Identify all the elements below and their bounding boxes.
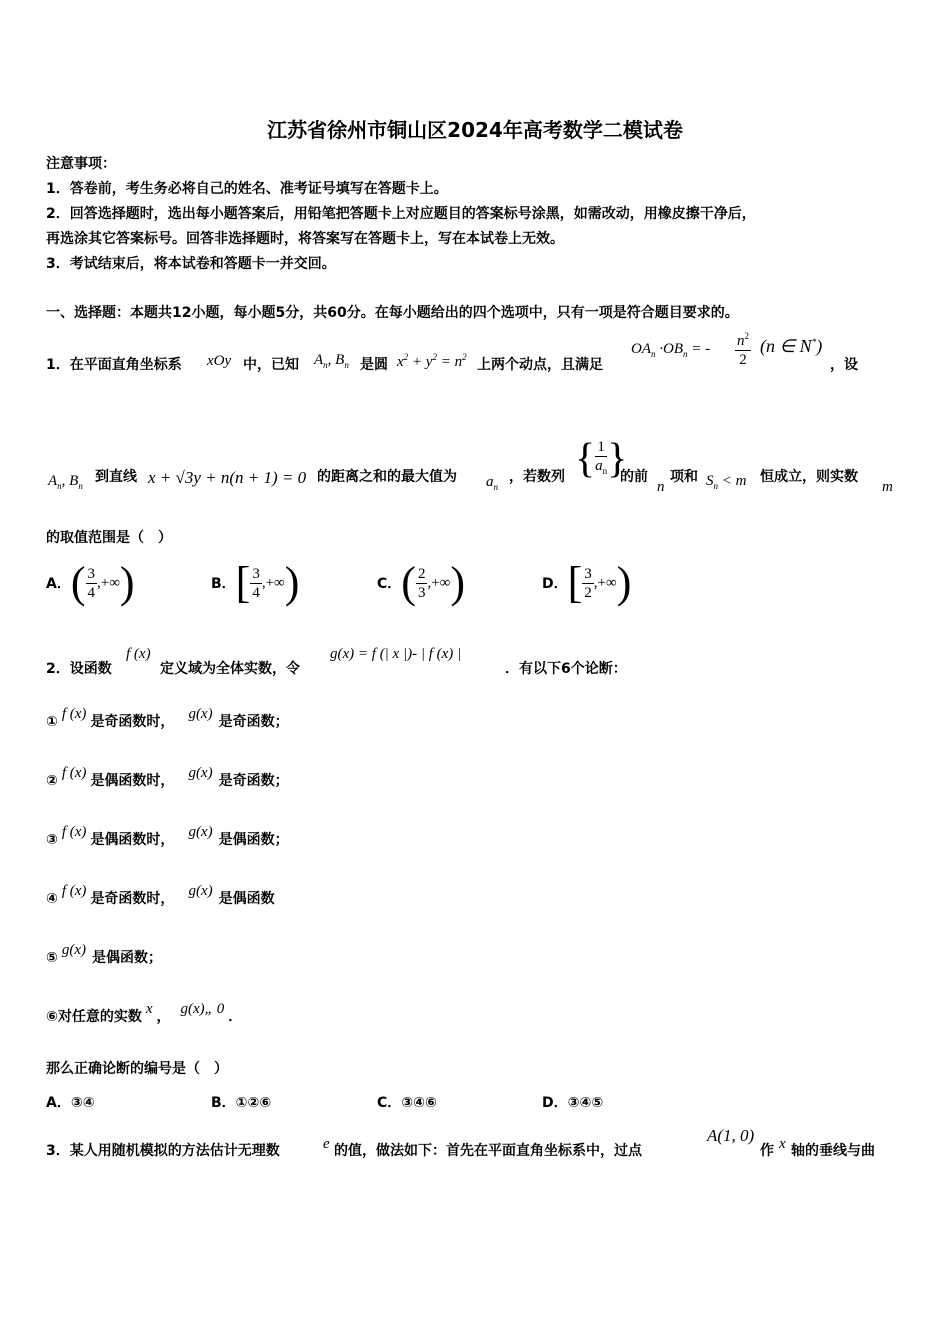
q1-coord: xOy <box>207 353 232 369</box>
q1-text-7: 的距离之和的最大值为 <box>317 469 457 485</box>
q2-gx-def: g(x) = f (| x |)- | f (x) | <box>330 646 462 662</box>
option-label: A． <box>46 576 71 592</box>
q2-option-b[interactable]: B．①②⑥ <box>211 1095 272 1111</box>
q1-text-2: 中，已知 <box>243 357 299 373</box>
q1-sn-ineq: $S_n < m$ <box>706 473 747 491</box>
q3-text-4: 轴的垂线与曲 <box>791 1143 875 1159</box>
option-tail: ,+∞ <box>97 574 120 591</box>
q3-e: e <box>323 1136 330 1152</box>
q3-point: A(1, 0) <box>707 1126 755 1145</box>
right-paren: ) <box>119 558 135 607</box>
option-label: C． <box>377 576 402 592</box>
left-bracket: [ <box>235 558 251 607</box>
q1-points: $A_n$, $B_n$ <box>314 352 349 370</box>
q1-text-6: 到直线 <box>95 469 137 485</box>
q1-text-3: 是圆 <box>360 357 388 373</box>
q2-statement-3: ③ f (x) 是偶函数时， g(x) 是偶函数； <box>46 824 289 848</box>
notice-line-1: 1．答卷前，考生务必将自己的姓名、准考证号填写在答题卡上。 <box>46 181 448 197</box>
option-tail: ,+∞ <box>593 574 617 591</box>
q2-option-c[interactable]: C．③④⑥ <box>377 1095 437 1111</box>
q1-n: n <box>657 479 665 495</box>
option-num: 2 <box>417 565 426 582</box>
q1-option-b[interactable] <box>211 558 300 607</box>
q1-sequence: { $\frac{1}{a_n}$ } <box>575 436 628 482</box>
option-den: 3 <box>417 584 426 601</box>
option-den: 2 <box>584 584 592 601</box>
q2-fx: f (x) <box>126 646 151 662</box>
q1-text-10: 项和 <box>670 469 698 485</box>
q1-circle-eq: $x^2 + y^2 = n^2$ <box>397 352 467 370</box>
left-paren: ( <box>70 558 86 607</box>
section-heading: 一、选择题：本题共12小题，每小题5分，共60分。在每小题给出的四个选项中，只有一项是符合题目要求的。 <box>46 305 739 321</box>
q2-statement-5: ⑤ g(x) 是偶函数； <box>46 942 163 966</box>
q1-option-c[interactable] <box>377 558 465 607</box>
q1-text-1: 1．在平面直角坐标系 <box>46 357 182 373</box>
q1-text-12: 的取值范围是（ ） <box>46 530 172 546</box>
q3-text-1: 3．某人用随机模拟的方法估计无理数 <box>46 1143 280 1159</box>
option-label: D． <box>542 576 568 592</box>
q2-statement-4: ④ f (x) 是奇函数时， g(x) 是偶函数 <box>46 883 275 907</box>
q2-text-1: 2．设函数 <box>46 661 112 677</box>
q3-x: x <box>779 1136 786 1152</box>
q1-an: $a_n$ <box>486 474 498 492</box>
q1-option-d[interactable] <box>542 558 632 607</box>
left-bracket: [ <box>567 558 583 607</box>
option-tail: ,+∞ <box>427 574 451 591</box>
option-num: 3 <box>584 565 592 582</box>
q2-option-d[interactable]: D．③④⑤ <box>542 1095 604 1111</box>
q1-text-8: ，若数列 <box>509 469 565 485</box>
q1-text-4: 上两个动点，且满足 <box>477 357 603 373</box>
q3-text-3: 作 <box>760 1143 774 1159</box>
q1-text-5: ，设 <box>830 357 858 373</box>
q1-domain: (n ∈ N*) <box>760 336 823 356</box>
page-title: 江苏省徐州市铜山区2024年高考数学二模试卷 <box>267 118 683 142</box>
option-label: B． <box>211 576 236 592</box>
q2-statement-1: ① f (x) 是奇函数时， g(x) 是奇函数； <box>46 706 289 730</box>
right-paren: ) <box>450 558 465 607</box>
q1-text-9: 的前 <box>620 469 648 485</box>
option-num: 3 <box>87 565 95 582</box>
q2-statement-2: ② f (x) 是偶函数时， g(x) 是奇函数； <box>46 765 289 789</box>
option-num: 3 <box>252 565 260 582</box>
notice-heading: 注意事项： <box>46 156 116 172</box>
q2-option-a[interactable]: A．③④ <box>46 1095 95 1111</box>
q1-dot-product: $OA_n \cdot OB_n$ = - <box>631 341 711 359</box>
q2-statement-6: ⑥对任意的实数 x ， g(x)„ 0 ． <box>46 1001 243 1025</box>
notice-line-3: 3．考试结束后，将本试卷和答题卡一并交回。 <box>46 256 336 272</box>
right-paren: ) <box>284 558 300 607</box>
q2-text-2: 定义域为全体实数，令 <box>160 661 300 677</box>
q2-text-3: ．有以下6个论断： <box>505 661 627 677</box>
right-paren: ) <box>616 558 632 607</box>
q1-text-11: 恒成立，则实数 <box>760 469 858 485</box>
q1-points-2: $A_n$, $B_n$ <box>48 473 83 491</box>
notice-line-2b: 再选涂其它答案标号。回答非选择题时，将答案写在答题卡上，写在本试卷上无效。 <box>46 231 564 247</box>
q1-fraction: $\frac{n^2}{2}$ <box>735 327 751 369</box>
q1-line-eq: x + √3y + n(n + 1) = 0 <box>148 468 307 487</box>
q2-question: 那么正确论断的编号是（ ） <box>46 1061 228 1077</box>
q3-text-2: 的值，做法如下：首先在平面直角坐标系中，过点 <box>334 1143 642 1159</box>
q1-option-a[interactable] <box>46 558 135 607</box>
option-den: 4 <box>252 584 260 601</box>
option-den: 4 <box>87 584 95 601</box>
left-paren: ( <box>401 558 416 607</box>
notice-line-2a: 2．回答选择题时，选出每小题答案后，用铅笔把答题卡上对应题目的答案标号涂黑，如需改动，用橡皮擦干净后， <box>46 206 756 222</box>
q1-m: m <box>882 479 893 495</box>
option-tail: ,+∞ <box>261 574 285 591</box>
